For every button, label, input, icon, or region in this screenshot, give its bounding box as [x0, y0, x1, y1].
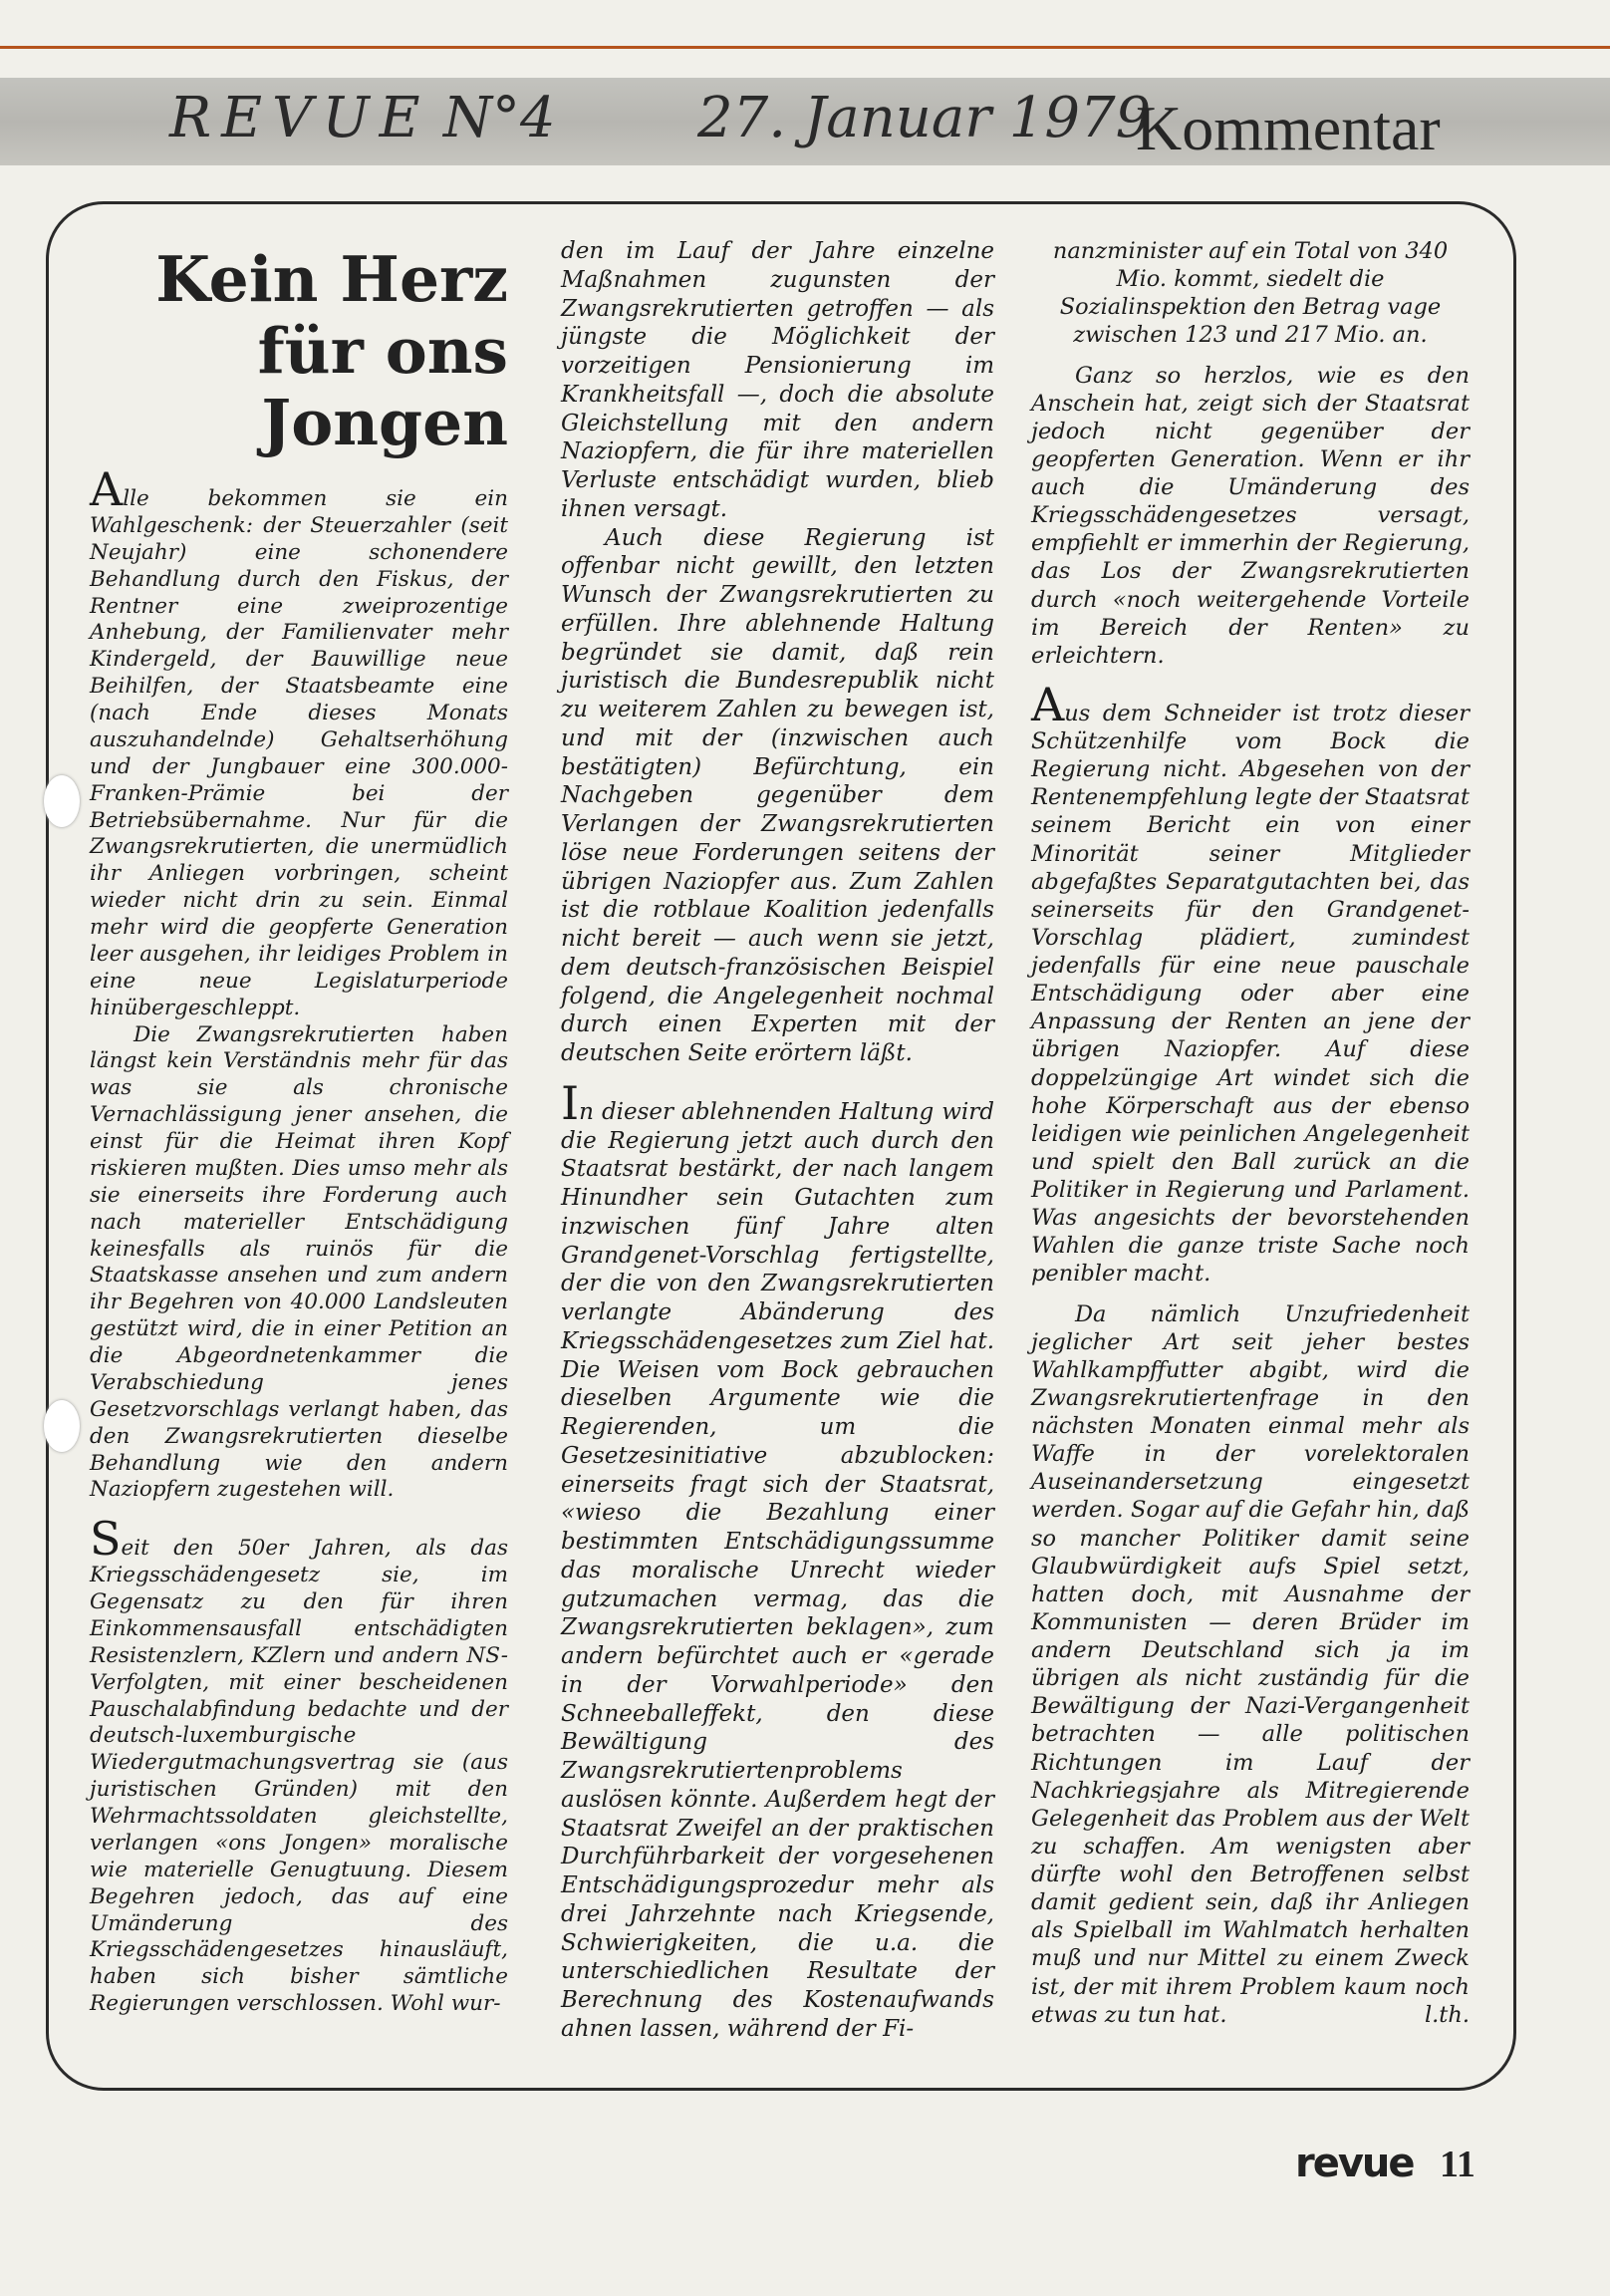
paragraph-text: nanzminister auf ein Total von 340 Mio. kommt, siedelt die Sozialinspektion den Betrag vage zwischen 123 und 217 Mio. an.	[1052, 238, 1449, 349]
headline-line-1: Kein Herz	[155, 242, 508, 316]
paragraph-text: Auch diese Regierung ist offenbar nicht gewillt, den letzten Wunsch der Zwangsrekrutierten zu erfüllen. Ihre ablehnende Haltung begründet sie damit, daß rein juristisch die Bundesrepublik nicht zu weiterem Zahlen zu bewegen ist, und mit der (inzwischen auch bestätigten) Befürchtung, ein Nachgeben gegenüber dem Verlangen der Zwangsrekrutierten löse neue Forderungen seitens der übrigen Naziopfer aus. Zum Zahlen ist die rotblaue Koalition jedenfalls nicht bereit — auch wenn sie jetzt, dem deutsch-französischen Beispiel folgend, die Angelegenheit nochmal durch einen Experten mit der deutschen Seite erörtern läßt.	[561, 524, 994, 1066]
paragraph	[1031, 362, 1470, 670]
drop-cap: A	[1031, 677, 1065, 731]
paragraph-text: Da nämlich Unzufriedenheit jeglicher Art seit jeher bestes Wahlkampffutter abgibt, wird die Zwangsrekrutiertenfrage in den nächsten Monaten einmal mehr als Waffe in der vorelektoralen Auseinandersetzung eingesetzt werden. Sogar auf die Gefahr hin, daß so mancher Politiker damit seine Glaubwürdigkeit aufs Spiel setzt, hatten doch, mit Ausnahme der Kommunisten — deren Brüder im andern Deutschland sich ja im übrigen als nicht zuständig für die Bewältigung der Nazi-Vergangenheit betrachten — alle politischen Richtungen im Lauf der Nachkriegsjahre als Mitregierende Gelegenheit das Problem aus der Welt zu schaffen. Am wenigsten aber dürfte wohl den Betroffenen selbst damit gedient sein, daß ihr Anliegen als Spielball im Wahlmatch herhalten muß und nur Mittel zu einem Zweck ist, der mit ihrem Problem kaum noch etwas zu tun hat.	[1031, 1300, 1470, 2028]
page-number: 11	[1440, 2144, 1476, 2185]
paragraph	[1031, 1300, 1470, 2029]
drop-cap: S	[90, 1512, 122, 1567]
paragraph	[561, 524, 994, 1068]
paragraph	[90, 1022, 508, 1505]
handwritten-magazine-name: REVUE	[169, 86, 430, 150]
paragraph-text: lle bekommen sie ein Wahlgeschenk: der Steuerzahler (seit Neujahr) eine schonendere Behandlung durch den Fiskus, der Rentner eine zweiprozentige Anhebung, der Familienvater mehr Kindergeld, der Bauwillige neue Beihilfen, der Staatsbeamte eine (nach Ende dieses Monats auszuhandelnde) Gehaltserhöhung und der Jungbauer eine 300.000-Franken-Prämie bei der Betriebsübernahme. Nur für die Zwangsrekrutierten, die unermüdlich ihr Anliegen vorbringen, scheint wieder nicht drin zu sein. Einmal mehr wird die geopferte Generation leer ausgehen, ihr leidiges Problem in eine neue Legislaturperiode hinübergeschleppt.	[90, 486, 508, 1020]
paragraph-text: n dieser ablehnenden Haltung wird die Regierung jetzt auch durch den Staatsrat bestärkt, der nach langem Hinundher sein Gutachten zum inzwischen fünf Jahre alten Grandgenet-Vorschlag fertigstellte, der die von den Zwangsrekrutierten verlangte Abänderung des Kriegsschädengesetzes zum Ziel hat. Die Weisen vom Bock gebrauchen dieselben Argumente wie die Regierenden, um die Gesetzesinitiative abzublocken: einerseits fragt sich der Staatsrat, «wieso die Bezahlung einer bestimmten Entschädigungssumme das moralische Unrecht wieder gutzumachen vermag, das die Zwangsrekrutierten beklagen», zum andern befürchtet auch er «gerade in der Vorwahlperiode» den Schneeballeffekt, den diese Bewältigung des Zwangsrekrutiertenproblems auslösen könnte. Außerdem hegt der Staatsrat Zweifel an der praktischen Durchführbarkeit der vorgesehenen Entschädigungsprozedur mehr als drei Jahrzehnte nach Kriegsende, Schwierigkeiten, die u.a. die unterschiedlichen Resultate der Berechnung des Kostenaufwands ahnen lassen, während der Fi-	[561, 1098, 994, 2042]
paragraph-text: Ganz so herzlos, wie es den Anschein hat, zeigt sich der Staatsrat jedoch nicht gegenüber der geopferten Generation. Wenn er ihr auch die Umänderung des Kriegsschädengesetzes versagt, empfiehlt er immerhin der Regierung, das Los der Zwangsrekrutierten durch «noch weitergehende Vorteile im Bereich der Renten» zu erleichtern.	[1031, 362, 1470, 669]
punch-hole-upper	[44, 775, 80, 827]
handwritten-issue-number: N°4	[443, 86, 556, 150]
handwritten-date: 27. Januar 1979	[697, 86, 1152, 150]
column-1	[90, 237, 508, 2018]
paragraph-text: us dem Schneider ist trotz dieser Schützenhilfe vom Bock die Regierung nicht. Abgesehen von der Rentenempfehlung legte der Staatsrat seinem Bericht ein von einer Minorität seiner Mitglieder abgefaßtes Separatgutachten bei, das seinerseits für den Grandgenet-Vorschlag plädiert, zumindest jedenfalls für eine neue pauschale Entschädigung oder aber eine Anpassung der Renten an jene der übrigen Naziopfer. Auf diese doppelzüngige Art windet sich die hohe Körperschaft aus der ebenso leidigen wie peinlichen Angelegenheit und spielt den Ball zurück an die Politiker in Regierung und Parlament. Was angesichts der bevorstehenden Wahlen die ganze triste Sache noch penibler macht.	[1031, 700, 1470, 1288]
paragraph	[561, 237, 994, 524]
paragraph-text: Die Zwangsrekrutierten haben längst kein Verständnis mehr für das was sie als chronische Vernachlässigung jener ansehen, die einst für die Heimat ihren Kopf riskieren mußten. Dies umso mehr als sie einerseits ihre Forderung auch nach materieller Entschädigung keinesfalls als ruinös für die Staatskasse ansehen und zum andern ihr Begehren von 40.000 Landsleuten gestützt wird, die in einer Petition an die Abgeordnetenkammer die Verabschiedung jenes Gesetzvorschlags verlangt haben, das den Zwangsrekrutierten dieselbe Behandlung wie den andern Naziopfern zugestehen will.	[90, 1021, 508, 1503]
column-2	[561, 237, 994, 2044]
headline	[90, 243, 508, 458]
paragraph	[90, 1512, 508, 2018]
punch-hole-lower	[44, 1400, 80, 1452]
author-signature: l.th.	[1424, 2001, 1470, 2028]
section-title: Kommentar	[1136, 93, 1441, 163]
paragraph	[1031, 677, 1470, 1289]
footer-logo: revue	[1295, 2141, 1414, 2186]
drop-cap: A	[90, 462, 124, 516]
paragraph-text: eit den 50er Jahren, als das Kriegsschädengesetz sie, im Gegensatz zu den für ihren Einkommensausfall entschädigten Resistenzlern, KZlern und andern NS-Verfolgten, mit einer bescheidenen Pauschalabfindung bedachte und der deutsch-luxemburgische Wiedergutmachungsvertrag sie (aus juristischen Gründen) mit den Wehrmachtssoldaten gleichstellte, verlangen «ons Jongen» moralische wie materielle Genugtuung. Diesem Begehren jedoch, das auf eine Umänderung des Kriegsschädengesetzes hinausläuft, haben sich bisher sämtliche Regierungen verschlossen. Wohl wur-	[90, 1536, 508, 2017]
paragraph	[1031, 237, 1470, 350]
paragraph	[90, 462, 508, 1022]
top-rule	[0, 46, 1610, 49]
headline-line-2: für ons Jongen	[257, 314, 508, 459]
column-3	[1031, 237, 1470, 2029]
paragraph-text: den im Lauf der Jahre einzelne Maßnahmen zugunsten der Zwangsrekrutierten getroffen — als jüngste die Möglichkeit der vorzeitigen Pensionierung im Krankheitsfall —, doch die absolute Gleichstellung mit den andern Naziopfern, die für ihre materiellen Verluste entschädigt wurden, blieb ihnen versagt.	[561, 238, 994, 522]
paragraph	[561, 1075, 994, 2044]
drop-cap: I	[561, 1075, 580, 1130]
